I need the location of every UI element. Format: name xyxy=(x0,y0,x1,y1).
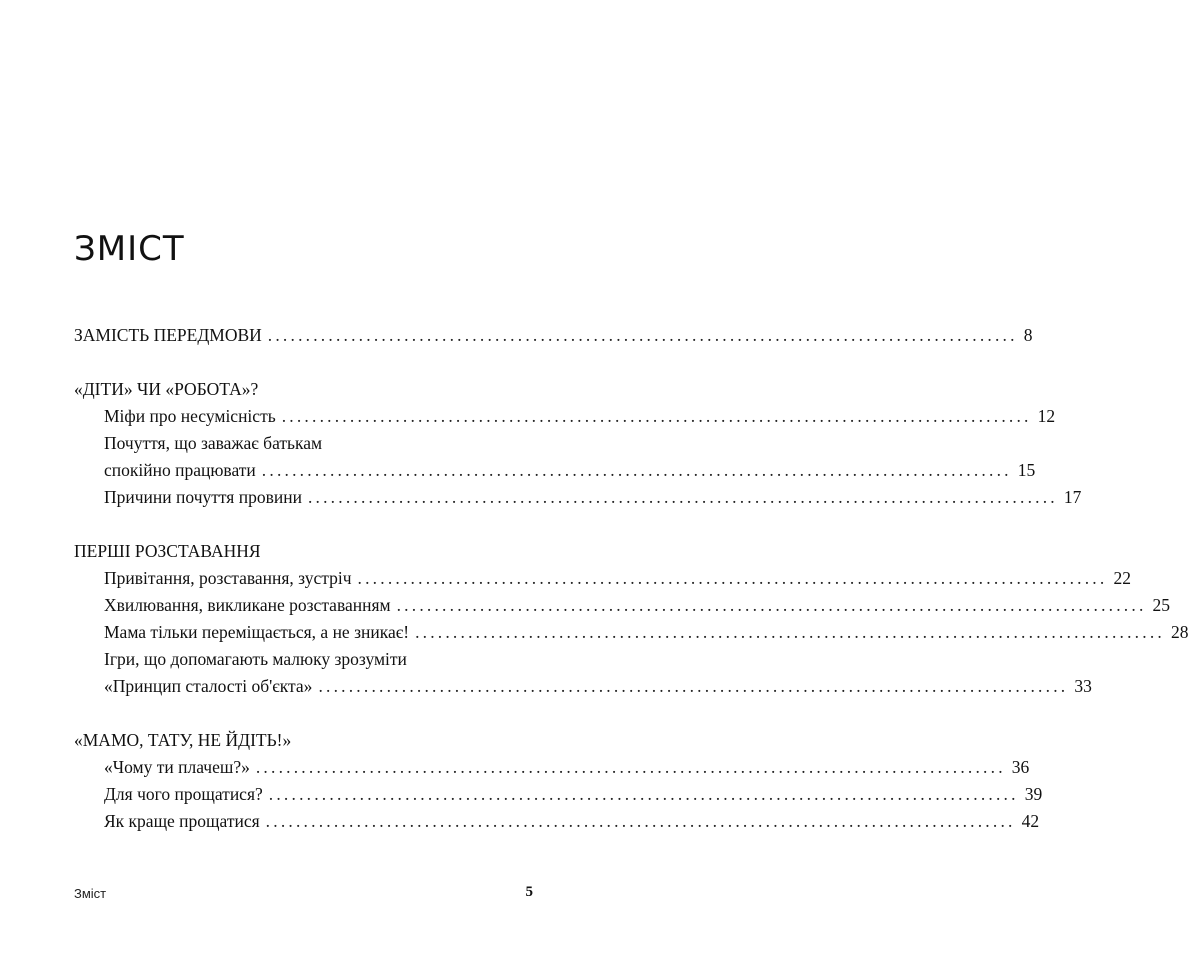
table-of-contents xyxy=(74,322,1189,835)
toc-section xyxy=(74,727,1043,835)
toc-entry-page: 39 xyxy=(1024,784,1043,804)
page-number: 5 xyxy=(525,884,533,900)
toc-entry-page: 33 xyxy=(1074,676,1092,696)
dot-leader: ................................................................................................... xyxy=(267,325,1018,345)
running-footer-title: Зміст xyxy=(74,886,107,901)
toc-entry-page: 36 xyxy=(1011,757,1030,777)
toc-entry[interactable] xyxy=(74,322,1033,349)
dot-leader: ................................................................................................... xyxy=(396,595,1147,615)
dot-leader: ................................................................................................... xyxy=(265,811,1016,831)
toc-entry-title: «Чому ти плачеш?» xyxy=(104,757,250,777)
page-title: ЗМІСТ xyxy=(74,229,185,269)
toc-entry-page: 8 xyxy=(1023,325,1033,345)
toc-entry-page: 25 xyxy=(1152,595,1171,615)
toc-entry-page: 17 xyxy=(1063,487,1082,507)
toc-entry-title: «Принцип сталості об'єкта» xyxy=(104,676,313,696)
toc-section-heading[interactable]: «МАМО, ТАТУ, НЕ ЙДІТЬ!» xyxy=(74,730,292,750)
toc-entry[interactable] xyxy=(74,808,1040,835)
dot-leader: ................................................................................................... xyxy=(357,568,1108,588)
toc-entry-title: Для чого прощатися? xyxy=(104,784,263,804)
toc-entry-page: 42 xyxy=(1021,811,1040,831)
toc-entry[interactable] xyxy=(74,484,1082,511)
toc-entry-title: Хвилювання, викликане розставанням xyxy=(104,595,391,615)
toc-entry[interactable] xyxy=(74,754,1030,781)
toc-entry-title-line1[interactable]: Почуття, що заважає батькам xyxy=(104,433,323,453)
toc-entry-title: спокійно працювати xyxy=(104,460,256,480)
toc-entry[interactable] xyxy=(74,565,1131,592)
toc-entry-title-line1[interactable]: Ігри, що допомагають малюку зрозуміти xyxy=(104,649,407,669)
toc-entry-page: 28 xyxy=(1171,622,1189,642)
toc-entry-title: Привітання, розставання, зустріч xyxy=(104,568,352,588)
dot-leader: ................................................................................................... xyxy=(307,487,1058,507)
toc-entry-title: ЗАМІСТЬ ПЕРЕДМОВИ xyxy=(74,325,262,345)
toc-section-heading[interactable]: ПЕРШІ РОЗСТАВАННЯ xyxy=(74,541,261,561)
toc-entry-page: 12 xyxy=(1037,406,1056,426)
toc-section-heading[interactable]: «ДІТИ» ЧИ «РОБОТА»? xyxy=(74,379,259,399)
dot-leader: ................................................................................................... xyxy=(415,622,1165,642)
toc-entry-page: 22 xyxy=(1113,568,1131,588)
dot-leader: ................................................................................................... xyxy=(268,784,1019,804)
toc-entry-page: 15 xyxy=(1017,460,1036,480)
toc-section xyxy=(74,322,1033,349)
dot-leader: ................................................................................................... xyxy=(255,757,1006,777)
dot-leader: ................................................................................................... xyxy=(318,676,1069,696)
toc-entry[interactable] xyxy=(74,781,1043,808)
dot-leader: ................................................................................................... xyxy=(261,460,1012,480)
toc-entry-title: Причини почуття провини xyxy=(104,487,302,507)
toc-entry[interactable] xyxy=(74,619,1189,646)
toc-entry[interactable] xyxy=(74,592,1171,619)
toc-entry-title: Як краще прощатися xyxy=(104,811,260,831)
toc-entry-title: Мама тільки переміщається, а не зникає! xyxy=(104,622,410,642)
toc-section xyxy=(74,376,1082,511)
toc-entry-title: Міфи про несумісність xyxy=(104,406,276,426)
toc-section xyxy=(74,538,1189,700)
dot-leader: ................................................................................................... xyxy=(281,406,1032,426)
toc-entry[interactable] xyxy=(74,673,1092,700)
toc-entry[interactable] xyxy=(74,457,1036,484)
toc-entry[interactable] xyxy=(74,403,1056,430)
